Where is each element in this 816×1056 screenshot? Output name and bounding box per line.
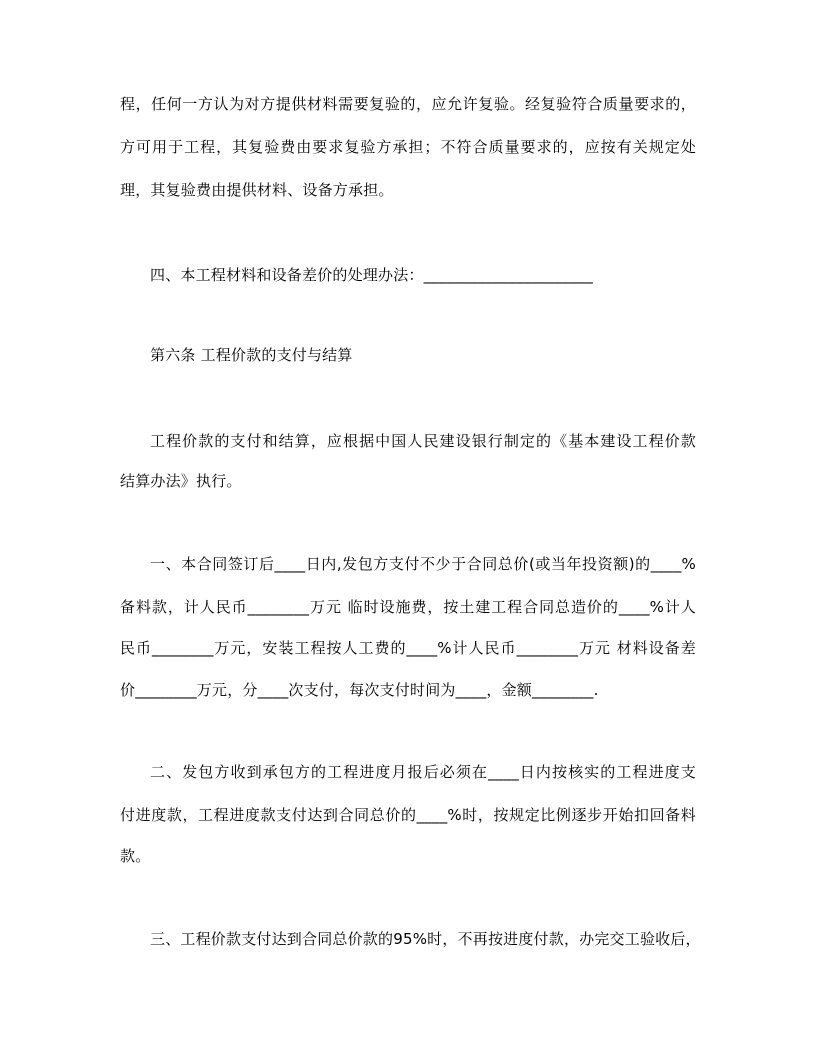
paragraph-line: 工程价款的支付和结算，应根据中国人民建设银行制定的《基本建设工程价款	[150, 432, 696, 450]
article-six-heading: 第六条 工程价款的支付与结算	[150, 346, 353, 364]
paragraph-line: 民币________万元，安装工程按人工费的____%计人民币________万元 材料设备差	[120, 639, 696, 657]
paragraph-line: 结算办法》执行。	[120, 472, 242, 490]
paragraph-line: 价________万元，分____次支付，每次支付时间为____，金额________.	[120, 681, 599, 699]
paragraph-line: 三、工程价款支付达到合同总价款的95%时，不再按进度付款，办完交工验收后，	[150, 930, 701, 948]
paragraph-line: 程，任何一方认为对方提供材料需要复验的，应允许复验。经复验符合质量要求的，	[120, 95, 696, 113]
paragraph-line: 理，其复验费由提供材料、设备方承担。	[120, 181, 394, 199]
paragraph-line: 款。	[120, 847, 151, 865]
paragraph-line: 二、发包方收到承包方的工程进度月报后必须在____日内按核实的工程进度支	[150, 763, 696, 781]
paragraph-line: 备料款，计人民币________万元 临时设施费，按土建工程合同总造价的____%计人	[120, 598, 696, 616]
clause-four-heading: 四、本工程材料和设备差价的处理办法：______________________	[150, 266, 594, 284]
paragraph-line: 方可用于工程，其复验费由要求复验方承担；不符合质量要求的，应按有关规定处	[120, 138, 696, 156]
paragraph-line: 付进度款，工程进度款支付达到合同总价的____%时，按规定比例逐步开始扣回备料	[120, 806, 696, 824]
paragraph-line: 一、本合同签订后____日内,发包方支付不少于合同总价(或当年投资额)的____%	[150, 555, 696, 573]
